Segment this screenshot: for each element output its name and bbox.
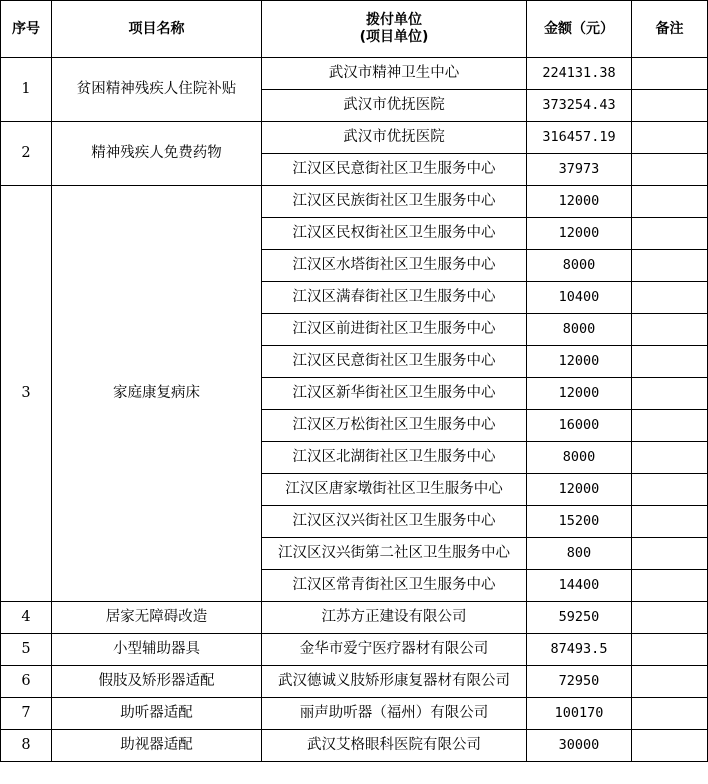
cell-amount: 14400 — [527, 570, 632, 602]
header-seq: 序号 — [1, 1, 52, 58]
cell-remark — [632, 602, 708, 634]
header-amount: 金额（元） — [527, 1, 632, 58]
cell-unit: 武汉艾格眼科医院有限公司 — [262, 730, 527, 762]
cell-remark — [632, 314, 708, 346]
cell-amount: 100170 — [527, 698, 632, 730]
cell-amount: 8000 — [527, 442, 632, 474]
cell-amount: 8000 — [527, 314, 632, 346]
cell-unit: 武汉德诚义肢矫形康复器材有限公司 — [262, 666, 527, 698]
table-body — [1, 58, 708, 762]
cell-seq: 6 — [1, 666, 52, 698]
cell-amount: 12000 — [527, 218, 632, 250]
cell-seq: 7 — [1, 698, 52, 730]
cell-unit: 江汉区汉兴街第二社区卫生服务中心 — [262, 538, 527, 570]
cell-project-name: 助视器适配 — [52, 730, 262, 762]
cell-amount: 12000 — [527, 378, 632, 410]
cell-unit: 江汉区民意街社区卫生服务中心 — [262, 154, 527, 186]
cell-remark — [632, 378, 708, 410]
cell-unit: 江汉区北湖街社区卫生服务中心 — [262, 442, 527, 474]
cell-seq: 4 — [1, 602, 52, 634]
cell-amount: 12000 — [527, 474, 632, 506]
cell-amount: 37973 — [527, 154, 632, 186]
cell-remark — [632, 186, 708, 218]
header-unit — [262, 1, 527, 58]
cell-unit: 武汉市精神卫生中心 — [262, 58, 527, 90]
cell-unit: 江汉区万松街社区卫生服务中心 — [262, 410, 527, 442]
cell-amount: 15200 — [527, 506, 632, 538]
cell-unit: 江汉区民族街社区卫生服务中心 — [262, 186, 527, 218]
table-row — [1, 58, 708, 90]
cell-remark — [632, 474, 708, 506]
cell-project-name: 助听器适配 — [52, 698, 262, 730]
cell-amount: 12000 — [527, 346, 632, 378]
cell-unit: 江汉区民权街社区卫生服务中心 — [262, 218, 527, 250]
cell-remark — [632, 410, 708, 442]
cell-amount: 316457.19 — [527, 122, 632, 154]
cell-amount: 800 — [527, 538, 632, 570]
cell-seq: 1 — [1, 58, 52, 122]
cell-amount: 59250 — [527, 602, 632, 634]
cell-unit: 江汉区常青街社区卫生服务中心 — [262, 570, 527, 602]
cell-remark — [632, 250, 708, 282]
cell-unit: 江汉区唐家墩街社区卫生服务中心 — [262, 474, 527, 506]
cell-unit: 江苏方正建设有限公司 — [262, 602, 527, 634]
cell-unit: 江汉区满春街社区卫生服务中心 — [262, 282, 527, 314]
cell-remark — [632, 666, 708, 698]
table-row — [1, 186, 708, 218]
cell-unit: 江汉区水塔街社区卫生服务中心 — [262, 250, 527, 282]
cell-project-name: 小型辅助器具 — [52, 634, 262, 666]
cell-remark — [632, 698, 708, 730]
cell-unit: 丽声助听器（福州）有限公司 — [262, 698, 527, 730]
table-row — [1, 730, 708, 762]
cell-amount: 373254.43 — [527, 90, 632, 122]
cell-remark — [632, 90, 708, 122]
cell-unit: 江汉区新华街社区卫生服务中心 — [262, 378, 527, 410]
cell-seq: 2 — [1, 122, 52, 186]
cell-amount: 30000 — [527, 730, 632, 762]
cell-amount: 16000 — [527, 410, 632, 442]
cell-amount: 10400 — [527, 282, 632, 314]
cell-unit: 武汉市优抚医院 — [262, 90, 527, 122]
cell-seq: 8 — [1, 730, 52, 762]
header-row — [1, 1, 708, 58]
cell-remark — [632, 154, 708, 186]
header-name: 项目名称 — [52, 1, 262, 58]
cell-project-name: 贫困精神残疾人住院补贴 — [52, 58, 262, 122]
cell-remark — [632, 346, 708, 378]
cell-remark — [632, 218, 708, 250]
table-row — [1, 634, 708, 666]
header-unit-line1: 拨付单位 — [366, 12, 422, 28]
cell-project-name: 居家无障碍改造 — [52, 602, 262, 634]
cell-project-name: 精神残疾人免费药物 — [52, 122, 262, 186]
cell-remark — [632, 58, 708, 90]
cell-unit: 江汉区民意街社区卫生服务中心 — [262, 346, 527, 378]
cell-remark — [632, 442, 708, 474]
cell-amount: 87493.5 — [527, 634, 632, 666]
cell-amount: 12000 — [527, 186, 632, 218]
cell-amount: 224131.38 — [527, 58, 632, 90]
cell-remark — [632, 282, 708, 314]
cell-amount: 8000 — [527, 250, 632, 282]
cell-unit: 金华市爱宁医疗器材有限公司 — [262, 634, 527, 666]
header-remark: 备注 — [632, 1, 708, 58]
cell-amount: 72950 — [527, 666, 632, 698]
cell-remark — [632, 570, 708, 602]
cell-unit: 江汉区汉兴街社区卫生服务中心 — [262, 506, 527, 538]
cell-seq: 5 — [1, 634, 52, 666]
cell-remark — [632, 538, 708, 570]
table-row — [1, 602, 708, 634]
table-row — [1, 122, 708, 154]
cell-unit: 江汉区前进街社区卫生服务中心 — [262, 314, 527, 346]
cell-project-name: 家庭康复病床 — [52, 186, 262, 602]
cell-unit: 武汉市优抚医院 — [262, 122, 527, 154]
table-row — [1, 666, 708, 698]
table-row — [1, 698, 708, 730]
cell-remark — [632, 122, 708, 154]
cell-remark — [632, 634, 708, 666]
cell-project-name: 假肢及矫形器适配 — [52, 666, 262, 698]
cell-remark — [632, 730, 708, 762]
cell-remark — [632, 506, 708, 538]
header-unit-line2: (项目单位) — [359, 29, 429, 45]
cell-seq: 3 — [1, 186, 52, 602]
